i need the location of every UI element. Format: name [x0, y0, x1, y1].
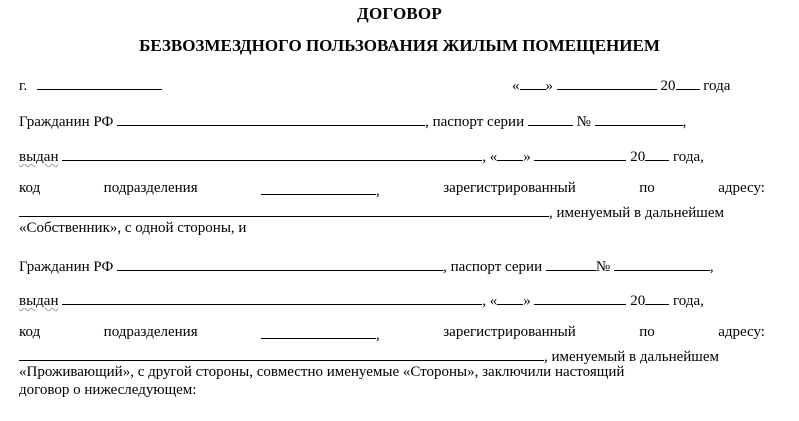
named-text: , именуемый в дальнейшем: [549, 205, 725, 221]
issued-label: выдан: [19, 149, 59, 165]
party1-name-blank[interactable]: [117, 111, 425, 126]
registered-word: зарегистрированный: [443, 324, 576, 340]
party2-passport-number-blank[interactable]: [614, 256, 710, 271]
party1-address-blank[interactable]: [19, 202, 549, 217]
city-line: [19, 75, 162, 95]
party2-role-text: «Проживающий», с другой стороны, совместно именуемые «Стороны», заключили настоящий: [19, 364, 625, 380]
issued-label: выдан: [19, 293, 59, 309]
closing-text: договор о нижеследующем:: [19, 382, 197, 398]
party2-issuer-blank[interactable]: [62, 290, 482, 305]
party1-passport-series-blank[interactable]: [528, 111, 573, 126]
party2-code-field: [261, 324, 380, 344]
party2-name-blank[interactable]: [117, 256, 443, 271]
code-word: код: [19, 324, 41, 340]
year-prefix: 20: [660, 78, 676, 94]
passport-label: , паспорт серии: [425, 114, 525, 130]
party2-issue-year-blank[interactable]: [645, 290, 669, 305]
by-word: по: [639, 324, 655, 340]
date-close-quote: »: [523, 293, 531, 309]
code-word: код: [19, 180, 41, 196]
number-label: №: [576, 114, 591, 130]
party1-issuer-blank[interactable]: [62, 146, 482, 161]
date-open-quote: «: [512, 78, 520, 94]
comma: ,: [376, 183, 380, 199]
party2-passport-series-blank[interactable]: [546, 256, 596, 271]
city-blank[interactable]: [37, 75, 162, 90]
party1-issued-line: [19, 146, 704, 166]
party1-passport-number-blank[interactable]: [595, 111, 683, 126]
comma: ,: [376, 327, 380, 343]
party2-citizen-line: [19, 256, 714, 276]
party1-code-blank[interactable]: [261, 180, 376, 195]
subdivision-word: подразделения: [103, 324, 198, 340]
named-text: , именуемый в дальнейшем: [544, 349, 720, 365]
party1-issue-year-blank[interactable]: [645, 146, 669, 161]
citizen-label: Гражданин РФ: [19, 114, 114, 130]
comma: ,: [682, 114, 687, 130]
party2-address-line: [19, 346, 719, 366]
month-blank[interactable]: [557, 75, 657, 90]
day-blank[interactable]: [520, 75, 546, 90]
year-prefix: 20: [630, 293, 646, 309]
passport-label: , паспорт серии: [443, 259, 543, 275]
city-label: г.: [19, 78, 28, 94]
document-subtitle: БЕЗВОЗМЕЗДНОГО ПОЛЬЗОВАНИЯ ЖИЛЫМ ПОМЕЩЕНИЕМ: [139, 36, 660, 55]
date-close-quote: »: [545, 78, 553, 94]
party1-role-text: «Собственник», с одной стороны, и: [19, 220, 247, 236]
contract-date: [512, 75, 730, 95]
address-word: адресу:: [718, 324, 765, 340]
party2-issue-month-blank[interactable]: [534, 290, 626, 305]
year-suffix: года,: [672, 149, 704, 165]
number-label: №: [595, 259, 611, 275]
year-suffix: года,: [672, 293, 704, 309]
party2-code-blank[interactable]: [261, 324, 376, 339]
citizen-label: Гражданин РФ: [19, 259, 114, 275]
party1-issue-month-blank[interactable]: [534, 146, 626, 161]
party1-code-field: [261, 180, 380, 200]
date-open-quote: , «: [482, 149, 498, 165]
party1-address-line: [19, 202, 724, 222]
party1-code-line: [19, 180, 765, 200]
year-suffix: года: [703, 78, 731, 94]
document-title: ДОГОВОР: [357, 4, 442, 23]
year-prefix: 20: [630, 149, 646, 165]
comma: ,: [709, 259, 714, 275]
party2-code-line: [19, 324, 765, 344]
date-open-quote: , «: [482, 293, 498, 309]
date-close-quote: »: [523, 149, 531, 165]
registered-word: зарегистрированный: [443, 180, 576, 196]
year-blank[interactable]: [676, 75, 700, 90]
by-word: по: [639, 180, 655, 196]
party2-issued-line: [19, 290, 704, 310]
party2-issue-day-blank[interactable]: [497, 290, 523, 305]
subdivision-word: подразделения: [103, 180, 198, 196]
party2-address-blank[interactable]: [19, 346, 544, 361]
address-word: адресу:: [718, 180, 765, 196]
party1-citizen-line: [19, 111, 686, 131]
party1-issue-day-blank[interactable]: [497, 146, 523, 161]
